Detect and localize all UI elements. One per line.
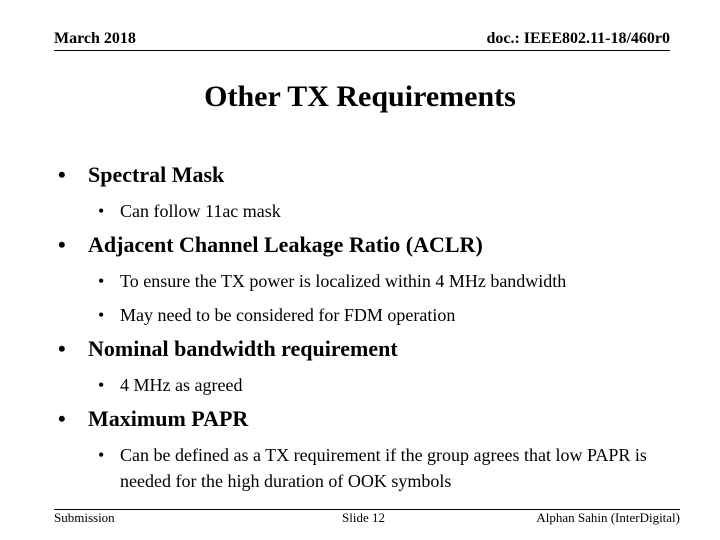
bullet-marker: •	[58, 232, 66, 257]
sub-bullet-item	[98, 372, 678, 398]
sub-bullet-item	[98, 198, 678, 224]
sub-bullet-text: To ensure the TX power is localized within 4 MHz bandwidth	[120, 271, 567, 291]
bullet-text: Maximum PAPR	[88, 406, 249, 431]
sub-bullet-item	[98, 302, 678, 328]
bullet-text: Nominal bandwidth requirement	[88, 336, 398, 361]
sub-bullet-marker: •	[98, 445, 105, 465]
sub-bullet-marker: •	[98, 305, 105, 325]
sub-bullet-text: Can be defined as a TX requirement if the group agrees that low PAPR is needed for the high duration of OOK symbols	[120, 445, 647, 491]
bullet-group-max-papr	[58, 406, 678, 494]
slide-title: Other TX Requirements	[204, 80, 516, 113]
sub-bullet-item	[98, 268, 678, 294]
bullet-list	[58, 162, 678, 502]
bullet-marker: •	[58, 336, 66, 361]
footer-author: Alphan Sahin (InterDigital)	[536, 510, 680, 525]
bullet-text: Spectral Mask	[88, 162, 225, 187]
sub-bullet-marker: •	[98, 201, 105, 221]
bullet-item	[58, 406, 678, 432]
sub-bullet-text: Can follow 11ac mask	[120, 201, 281, 221]
footer-slide-number: Slide 12	[342, 510, 385, 525]
sub-bullet-text: 4 MHz as agreed	[120, 375, 243, 395]
bullet-marker: •	[58, 406, 66, 431]
header-divider	[54, 50, 670, 51]
sub-bullet-item	[98, 442, 678, 494]
bullet-item	[58, 162, 678, 188]
bullet-group-spectral-mask	[58, 162, 678, 224]
footer-submission: Submission	[54, 510, 115, 525]
sub-bullet-marker: •	[98, 375, 105, 395]
sub-bullet-marker: •	[98, 271, 105, 291]
bullet-text: Adjacent Channel Leakage Ratio (ACLR)	[88, 232, 483, 257]
bullet-item	[58, 232, 678, 258]
bullet-item	[58, 336, 678, 362]
bullet-group-nominal-bandwidth	[58, 336, 678, 398]
bullet-group-aclr	[58, 232, 678, 328]
sub-bullet-text: May need to be considered for FDM operation	[120, 305, 456, 325]
header-date: March 2018	[54, 30, 136, 47]
header-doc-id: doc.: IEEE802.11-18/460r0	[486, 30, 670, 47]
bullet-marker: •	[58, 162, 66, 187]
